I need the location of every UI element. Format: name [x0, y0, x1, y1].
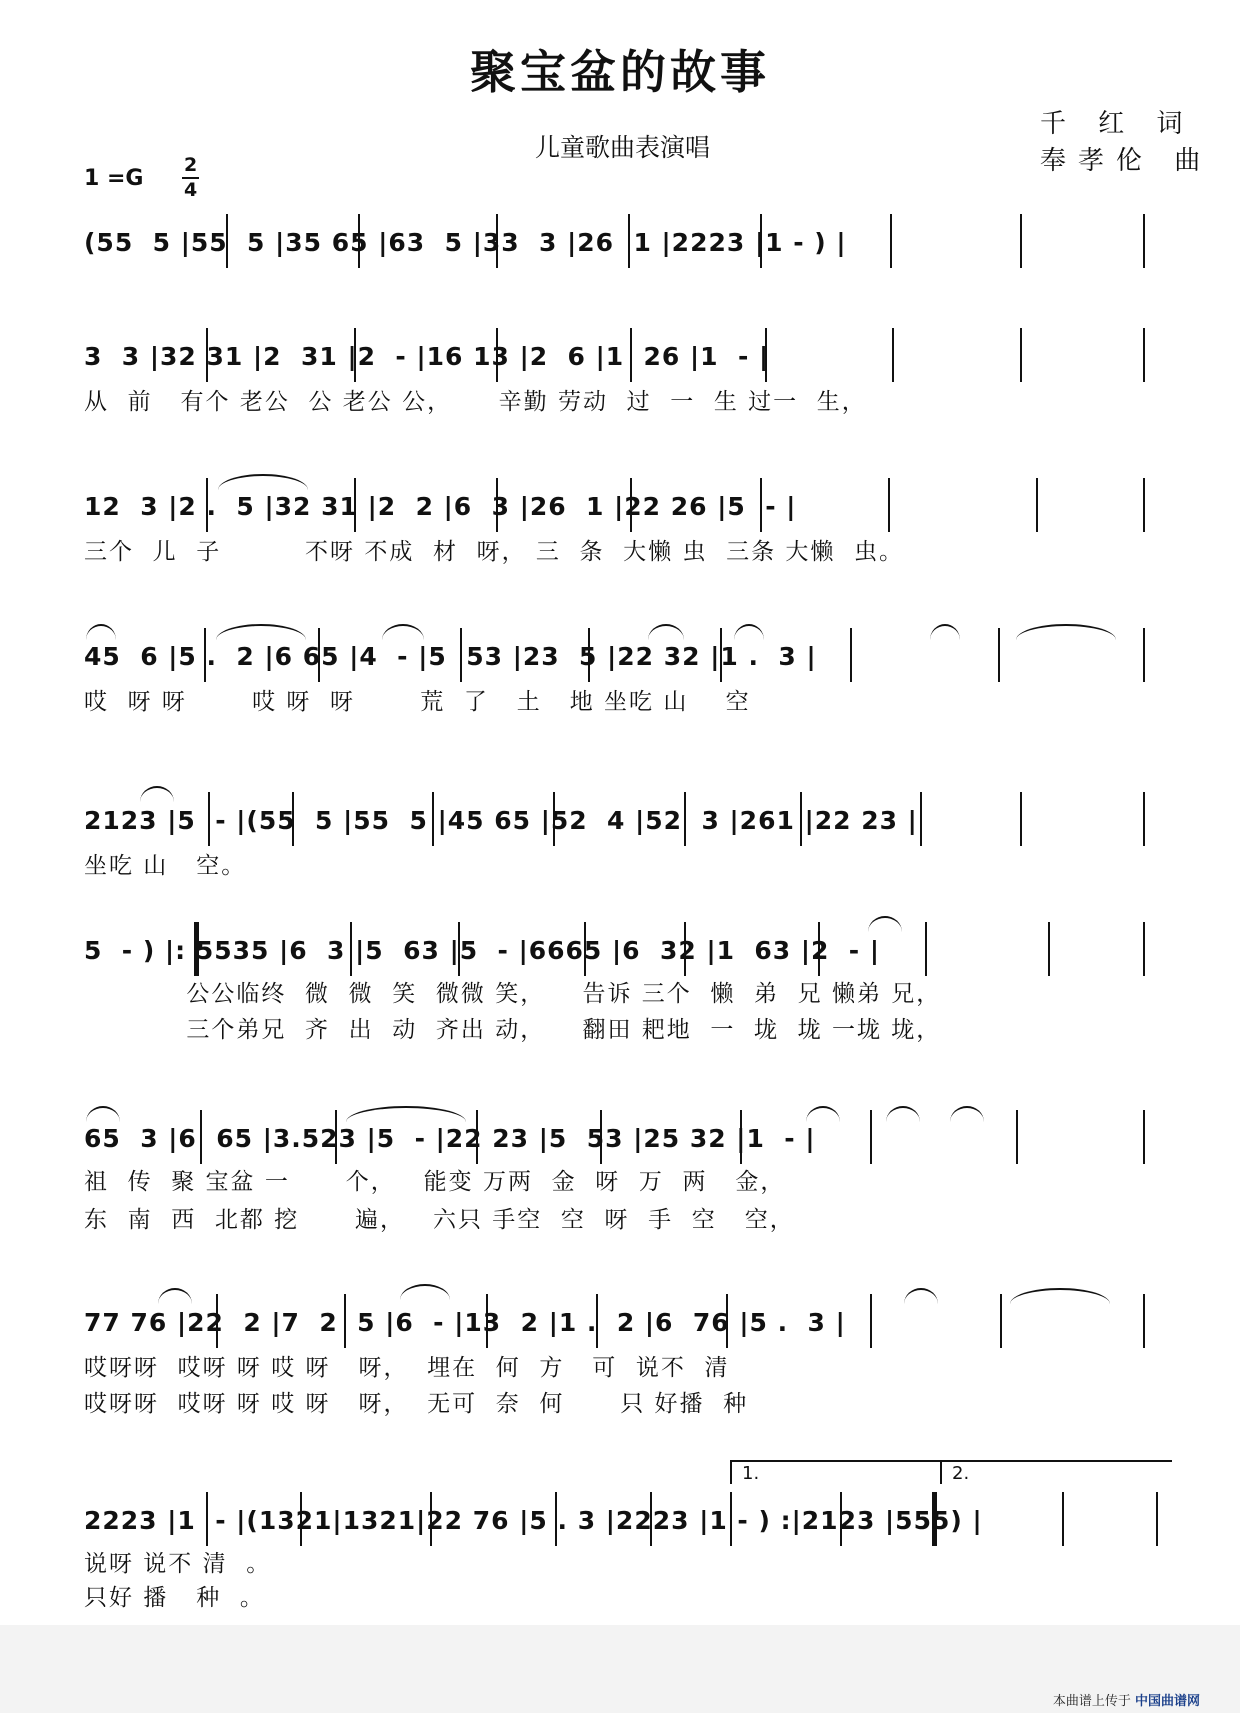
time-signature-bottom: 4 [184, 179, 198, 201]
lyric-line: 说呀 说不 清 。 [84, 1551, 272, 1577]
lyric-line: 东 南 西 北都 挖 遍， 六只 手空 空 呀 手 空 空， [84, 1207, 795, 1233]
notation-line: 77 76 |22 2 |7 2 5 |6 - |13 2 |1 . 2 |6 76 |5 . 3 | [84, 1308, 846, 1337]
notation-line: 45 6 |5 . 2 |6 65 |4 - |5 53 |23 5 |22 32 |1 . 3 | [84, 642, 817, 671]
lyric-line: 哎 呀 呀 哎 呀 呀 荒 了 土 地 坐吃 山 空 [84, 689, 751, 715]
notation-line: 12 3 |2 . 5 |32 31 |2 2 |6 3 |26 1 |22 26 |5 - | [84, 492, 797, 521]
score-system-6 [0, 930, 1240, 1080]
lyricist-credit: 千 红 词 [1040, 109, 1195, 139]
composer-credit: 奉孝伦 曲 [1040, 146, 1213, 176]
lyric-line: 哎呀呀 哎呀 呀 哎 呀 呀， 埋在 何 方 可 说不 清 [84, 1355, 730, 1381]
score-system-4 [0, 636, 1240, 786]
score-system-2 [0, 336, 1240, 486]
lyric-line: 哎呀呀 哎呀 呀 哎 呀 呀， 无可 奈 何 只 好播 种 [84, 1391, 749, 1417]
footer-credit [1053, 1690, 1200, 1709]
notation-line: 5 - ) |: 5535 |6 3 |5 63 |5 - |6665 |6 32 |1 63 |2 - | [84, 936, 881, 965]
notation-line: 2223 |1 - |(1321|1321|22 76 |5 . 3 |2223 |1 - ) :|2123 |555) | [84, 1506, 983, 1535]
time-signature [182, 156, 199, 200]
footer-text: 本曲谱上传于 [1052, 1694, 1131, 1709]
score-system-3 [0, 486, 1240, 636]
notation-line: 2123 |5 - |(55 5 |55 5 |45 65 |52 4 |52 3 |261 |22 23 | [84, 806, 918, 835]
notation-line: (55 5 |55 5 |35 65 |63 5 |33 3 |26 1 |2223 |1 - ) | [84, 228, 847, 257]
score-system-8 [0, 1302, 1240, 1452]
site-logo[interactable]: 中国曲谱网 [1134, 1694, 1200, 1709]
lyric-line: 只好 播 种 。 [84, 1585, 265, 1611]
song-title: 聚宝盆的故事 [470, 45, 770, 99]
lyric-line: 祖 传 聚 宝盆 一 个， 能变 万两 金 呀 万 两 金， [84, 1169, 786, 1195]
key-signature: 1 =G [84, 166, 144, 191]
notation-line: 65 3 |6 65 |3.523 |5 - |22 23 |5 53 |25 32 |1 - | [84, 1124, 816, 1153]
lyric-line: 三个 儿 子 不呀 不成 材 呀， 三 条 大懒 虫 三条 大懒 虫。 [84, 539, 905, 565]
second-ending: 2. [940, 1460, 1172, 1484]
lyric-line: 公公临终 微 微 笑 微微 笑， 告诉 三个 懒 弟 兄 懒弟 兄， [84, 981, 942, 1007]
notation-line: 3 3 |32 31 |2 31 |2 - |16 13 |2 6 |1 26 |1 - | [84, 342, 770, 371]
first-ending: 1. [730, 1460, 942, 1484]
score-system-7 [0, 1118, 1240, 1268]
subtitle: 儿童歌曲表演唱 [535, 133, 711, 162]
time-signature-top: 2 [182, 156, 199, 179]
lyric-line: 从 前 有个 老公 公 老公 公， 辛勤 劳动 过 一 生 过一 生， [84, 389, 867, 415]
lyric-line: 三个弟兄 齐 出 动 齐出 动， 翻田 耙地 一 垅 垅 一垅 垅， [84, 1017, 942, 1043]
lyric-line: 坐吃 山 空。 [84, 853, 247, 879]
